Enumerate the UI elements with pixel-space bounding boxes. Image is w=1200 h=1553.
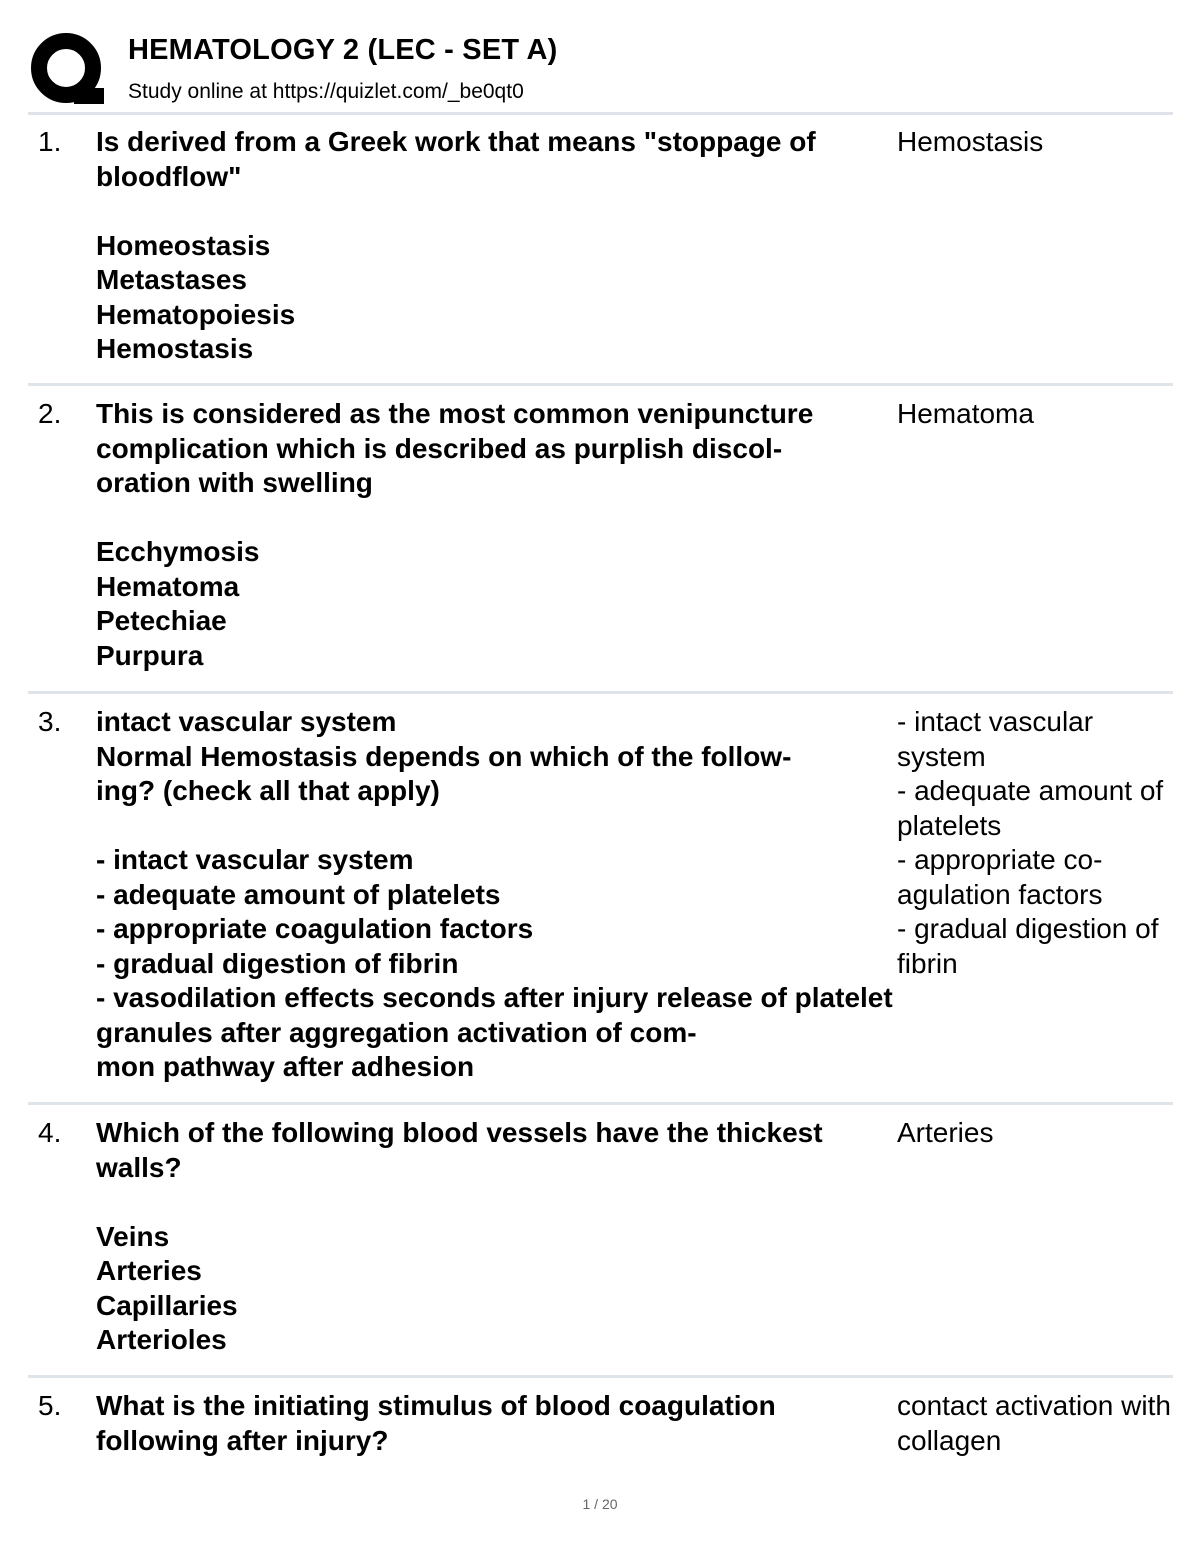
card-question: What is the initiating stimulus of blood coagulation following after injury?	[96, 1390, 776, 1456]
card-answer: contact activation with collagen	[897, 1390, 1171, 1456]
page-header	[30, 28, 1172, 112]
divider	[28, 1102, 1173, 1105]
study-online-link[interactable]: Study online at https://quizlet.com/_be0qt0	[128, 80, 524, 103]
card-number: 4.	[38, 1117, 62, 1148]
card-question: This is considered as the most common venipuncture complication which is described as purplish discol- oration with swelling Ecchymosis Hematoma Petechiae Purpura	[96, 398, 814, 671]
divider	[28, 112, 1173, 115]
card-answer: - intact vascular system - adequate amount of platelets - appropriate co- agulation factors - gradual digestion of fibrin	[897, 706, 1164, 979]
card-answer: Hemostasis	[897, 126, 1044, 157]
divider	[28, 383, 1173, 386]
page-number: 1 / 20	[582, 1496, 618, 1512]
divider	[28, 691, 1173, 694]
card-number: 1.	[38, 126, 62, 157]
document-title: HEMATOLOGY 2 (LEC - SET A)	[128, 34, 558, 66]
card-question: intact vascular system Normal Hemostasis depends on which of the follow- ing? (check all that apply) - intact vascular system - adequate amount of platelets - appropriate coagulation factors - gradual digestion of fibrin - vasodilation effects seconds after injury release of platelet granules after aggregation activation of com- mon pathway after adhesion	[96, 706, 893, 1082]
card-number: 3.	[38, 706, 62, 737]
card-number: 2.	[38, 398, 62, 429]
card-number: 5.	[38, 1390, 62, 1421]
divider	[28, 1375, 1173, 1378]
card-question: Which of the following blood vessels have the thickest walls? Veins Arteries Capillaries Arterioles	[96, 1117, 823, 1355]
card-question: Is derived from a Greek work that means "stoppage of bloodflow" Homeostasis Metastases Hematopoiesis Hemostasis	[96, 126, 816, 364]
quizlet-q-logo-icon	[30, 32, 106, 108]
card-answer: Hematoma	[897, 398, 1034, 429]
card-answer: Arteries	[897, 1117, 994, 1148]
